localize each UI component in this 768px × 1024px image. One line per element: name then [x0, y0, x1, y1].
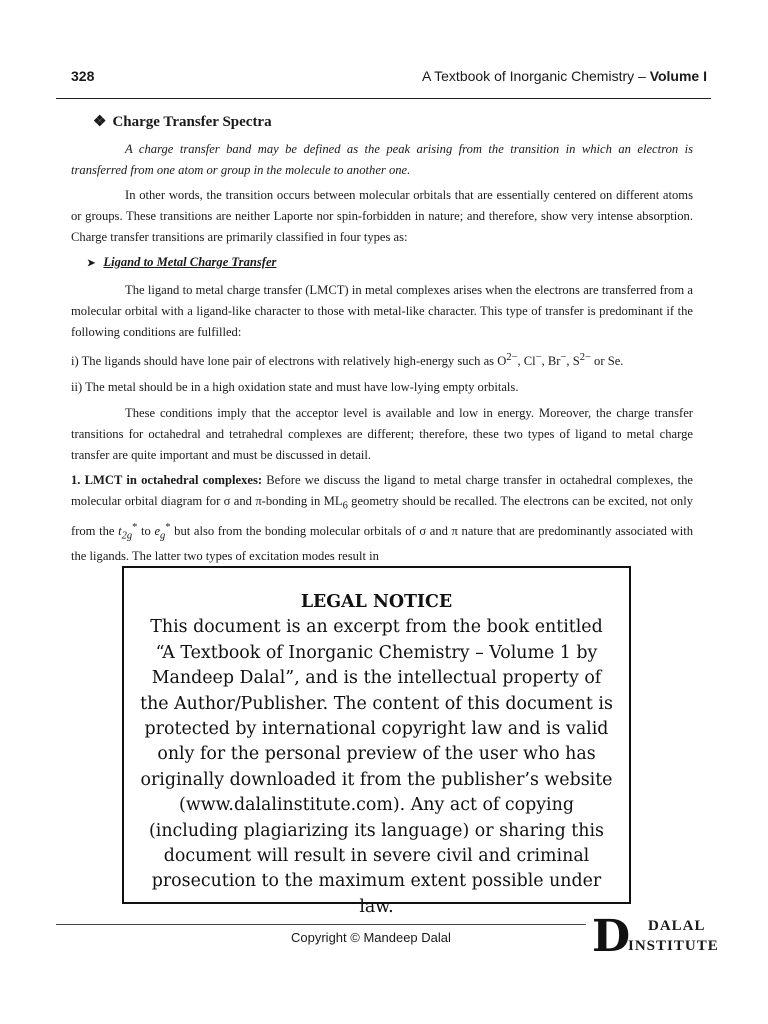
page-body [71, 112, 693, 571]
logo-line-1: DALAL [648, 918, 706, 934]
book-title: A Textbook of Inorganic Chemistry – [421, 68, 650, 84]
lmct-paragraph: The ligand to metal charge transfer (LMCT) in metal complexes arises when the electrons are transferred from a molecular orbital with a ligand-like character to those with metal-like character. This type of transfer is predominant if the following conditions are fulfilled: [71, 283, 693, 339]
running-title [422, 68, 707, 84]
legal-notice-title: LEGAL NOTICE [300, 592, 453, 612]
legal-notice-box [122, 566, 631, 917]
logo-line-2: INSTITUTE [628, 938, 719, 954]
footer-divider [56, 924, 586, 925]
copyright-text: Copyright © Mandeep Dalal [291, 930, 451, 945]
item-lead: 1. LMCT in octahedral complexes: [71, 473, 263, 488]
definition-paragraph: A charge transfer band may be defined as the peak arising from the transition in which an electron is transferred from one atom or group in the molecule to another one. [71, 142, 693, 177]
logo-d-letter: D [592, 911, 631, 962]
diamond-bullet-icon: ❖ [93, 114, 107, 130]
dalal-institute-logo [592, 911, 722, 962]
page-header [71, 68, 711, 90]
condition-2: ii) The metal should be in a high oxidation state and must have low-lying empty orbitals. [71, 380, 519, 395]
page-number: 328 [71, 68, 95, 84]
subsection-title: Ligand to Metal Charge Transfer [103, 255, 277, 269]
condition-1: i) The ligands should have lone pair of electrons with relatively high-energy such as $O^{2-}$, Cl−, Br−, $S^{2-}$ or Se. [71, 352, 624, 369]
arrow-bullet-icon: ➤ [87, 258, 96, 269]
octahedral-paragraph: 1. LMCT in octahedral complexes: Before we discuss the ligand to metal charge transfer in octahedral complexes, the molecular orbital diagram for σ and π-bonding in $ML_6$ geometry should be recalled. The electrons can be excited, not only from the $t_{2g}^*$ to $e_g^*$ but also from the bonding molecular orbitals of σ and π nature that are predominantly associated with the ligands. The latter two types of excitation modes result in [71, 473, 693, 564]
intro-paragraph: In other words, the transition occurs between molecular orbitals that are essentially centered on different atoms or groups. These transitions are neither Laporte nor spin-forbidden in nature; and therefore, show very intense absorption. Charge transfer transitions are primarily classified in four types as: [71, 188, 693, 244]
section-heading [93, 112, 693, 133]
section-title: Charge Transfer Spectra [112, 114, 272, 130]
header-divider [56, 98, 711, 99]
conditions-paragraph: These conditions imply that the acceptor level is available and low in energy. Moreover, the charge transfer transitions for octahedral and tetrahedral complexes are different; therefore, these two types of ligand to metal charge transfer are quite important and must be discussed in detail. [71, 406, 693, 463]
volume-label: Volume I [649, 68, 707, 84]
legal-notice-body: This document is an excerpt from the book entitled “A Textbook of Inorganic Chemistry – Volume 1 by Mandeep Dalal”, and is the intellectual property of the Author/Publisher. The content of this document is protected by international copyright law and is valid only for the personal preview of the user who has originally downloaded it from the publisher’s website (www.dalalinstitute.com). Any act of copying (including plagiarizing its language) or sharing this document will result in severe civil and criminal prosecution to the maximum extent possible under law. [140, 617, 613, 917]
subsection-heading [87, 252, 693, 274]
